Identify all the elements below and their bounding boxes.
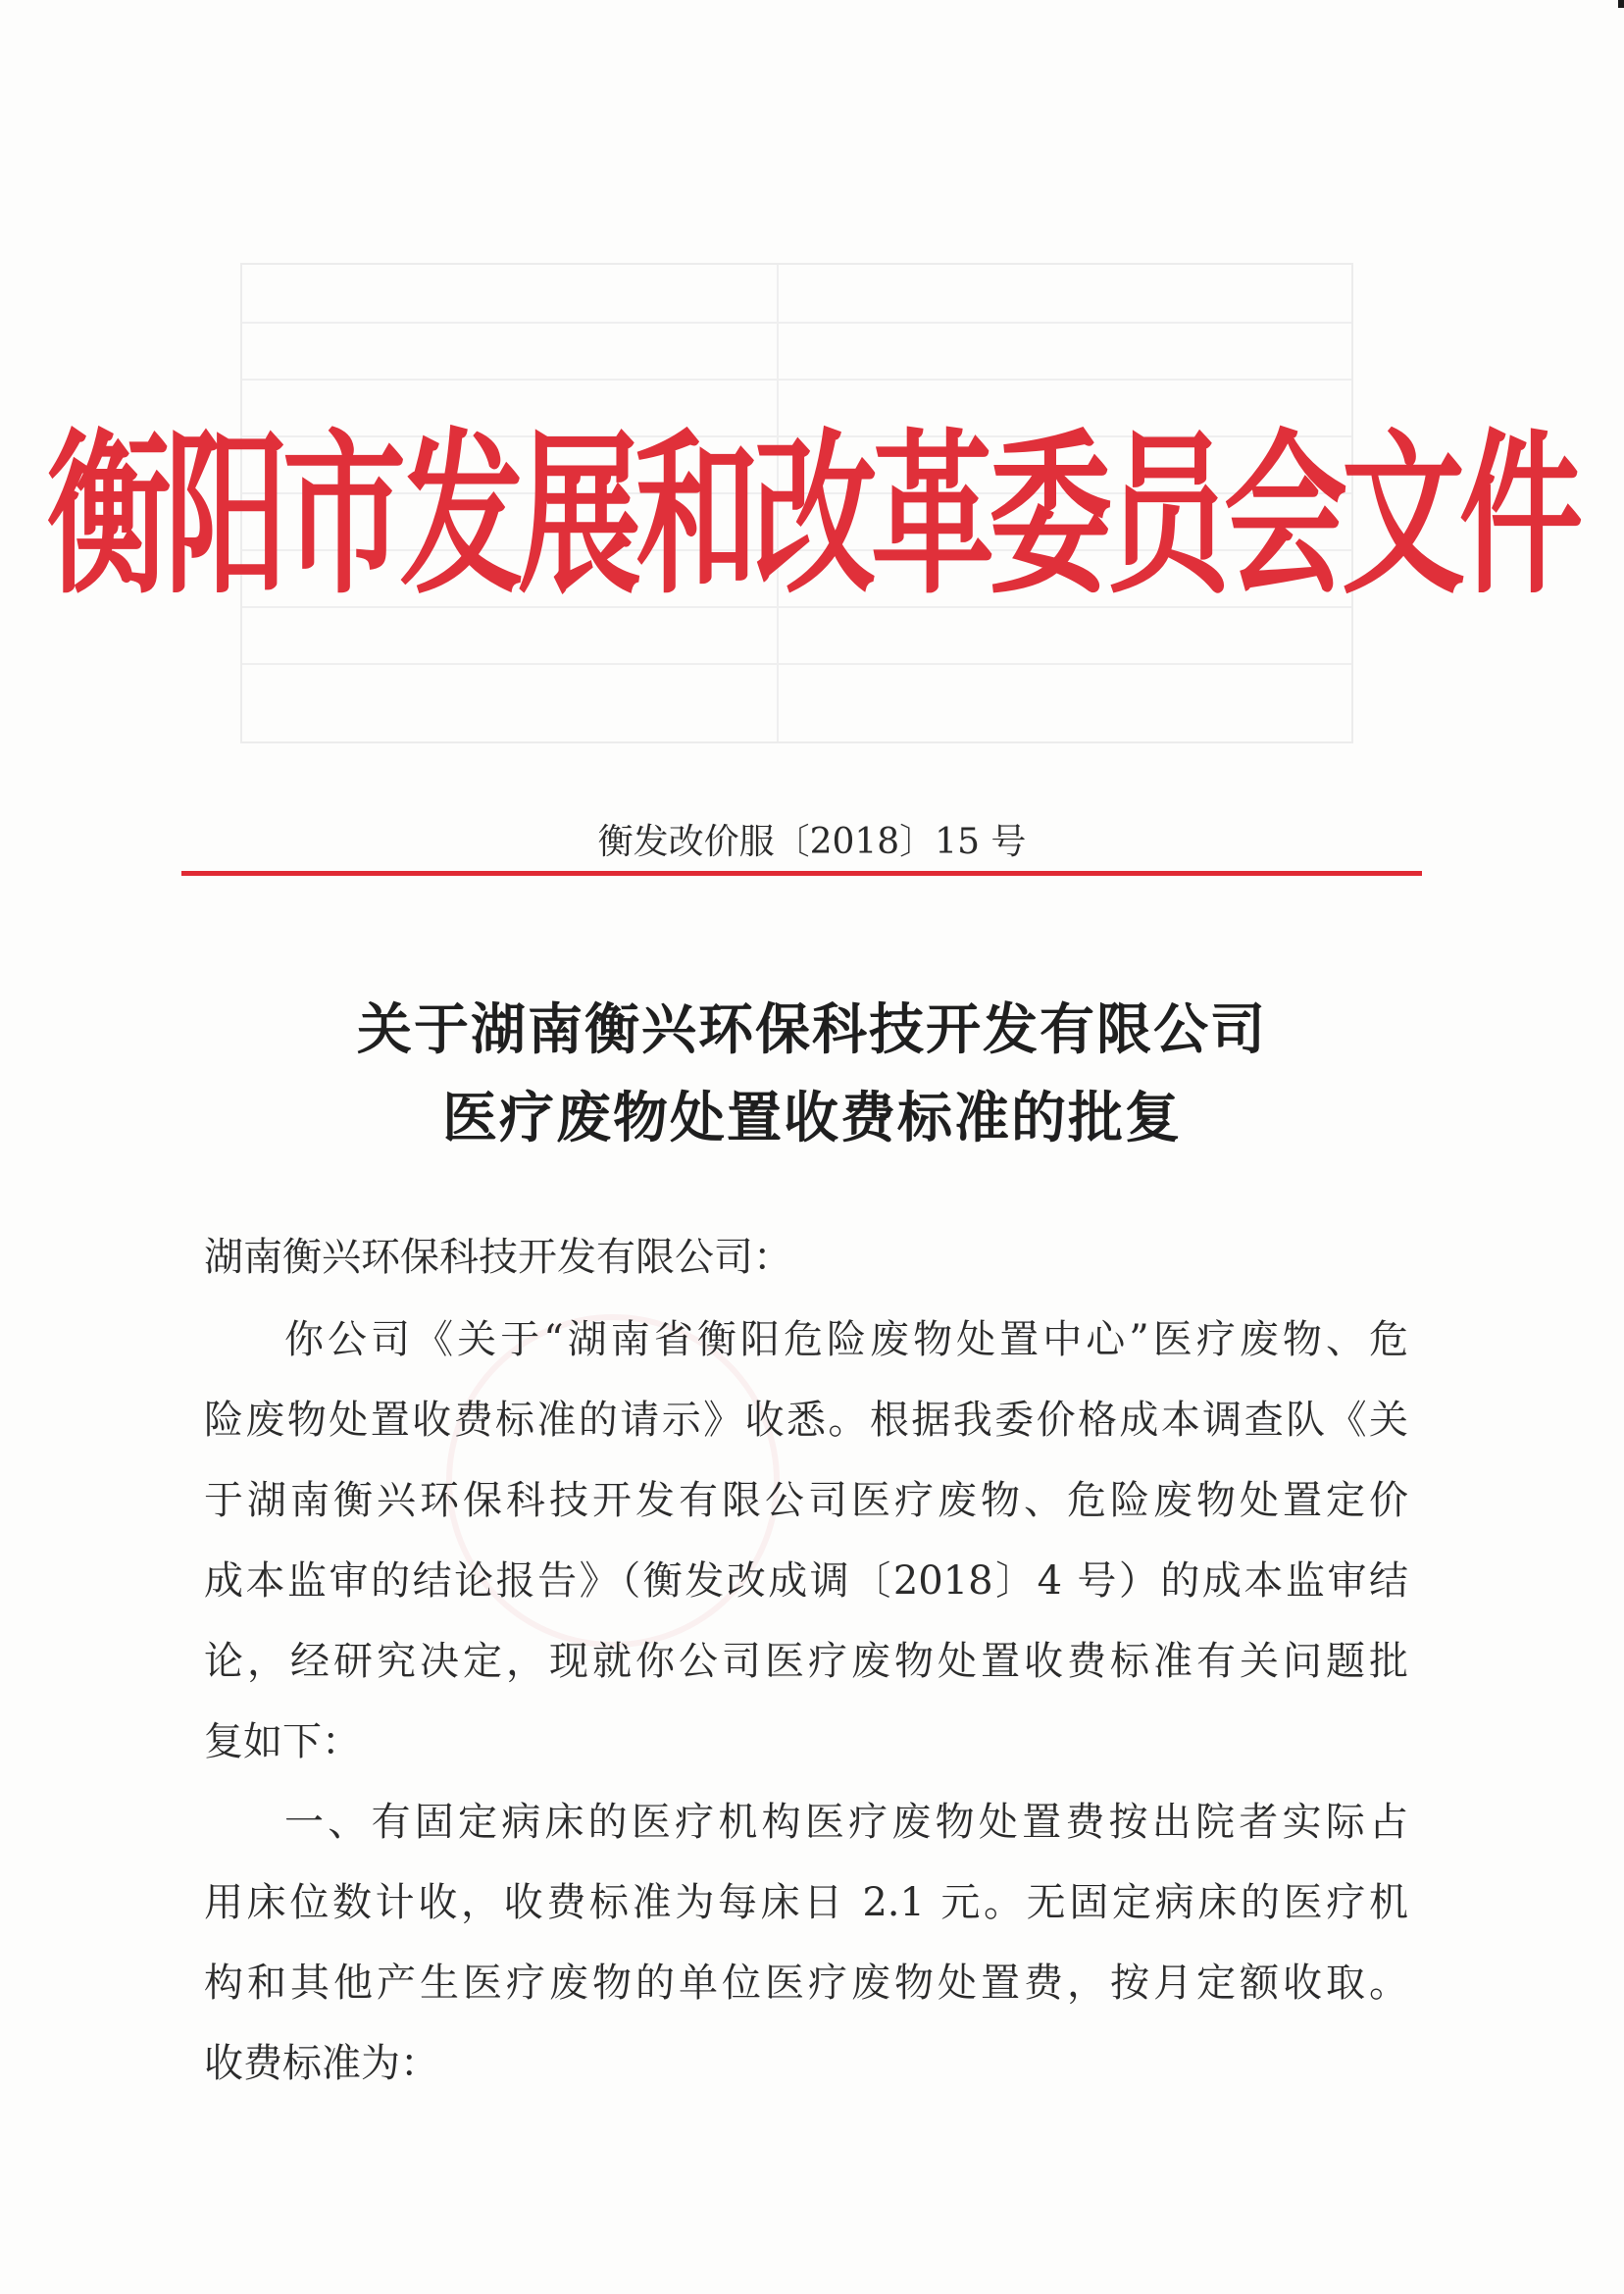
body-line: 收费标准为： [204,2041,439,2086]
subject-title-line-2: 医疗废物处置收费标准的批复 [442,1087,1182,1150]
body-line: 你公司《关于“湖南省衡阳危险废物处置中心”医疗废物、危 [284,1317,1408,1362]
body-line: 于湖南衡兴环保科技开发有限公司医疗废物、危险废物处置定价 [204,1478,1408,1523]
scan-corner-mark [1618,0,1624,8]
document-number: 衡发改价服〔2018〕15 号 [597,822,1027,862]
body-line: 一、有固定病床的医疗机构医疗废物处置费按出院者实际占 [284,1800,1408,1845]
body-line: 构和其他产生医疗废物的单位医疗废物处置费，按月定额收取。 [204,1961,1408,2006]
body-line: 复如下： [204,1719,361,1764]
body-line: 论，经研究决定，现就你公司医疗废物处置收费标准有关问题批 [204,1639,1408,1684]
red-divider-rule [181,871,1422,876]
body-line: 险废物处置收费标准的请示》收悉。根据我委价格成本调查队《关 [204,1398,1408,1443]
masthead-title: 衡阳市发展和改革委员会文件 [47,411,1577,619]
body-line: 用床位数计收，收费标准为每床日 2.1 元。无固定病床的医疗机 [204,1880,1408,1925]
subject-title-line-1: 关于湖南衡兴环保科技开发有限公司 [357,998,1267,1062]
addressee: 湖南衡兴环保科技开发有限公司： [204,1235,792,1280]
body-line: 成本监审的结论报告》（衡发改成调〔2018〕4 号）的成本监审结 [204,1558,1408,1604]
